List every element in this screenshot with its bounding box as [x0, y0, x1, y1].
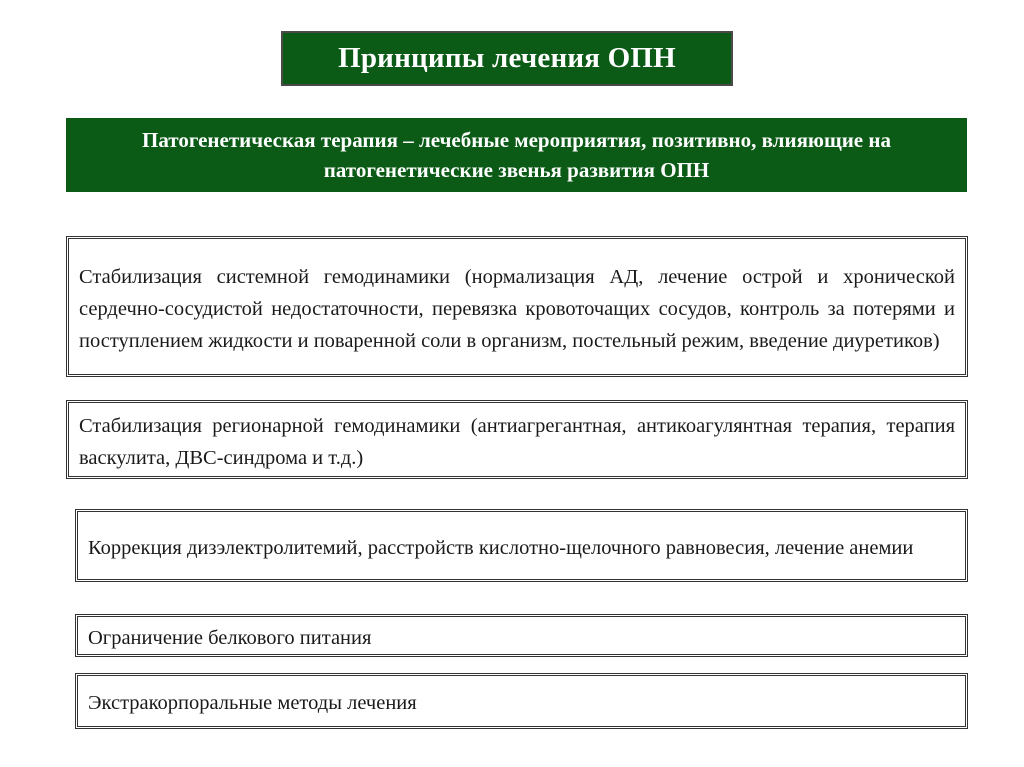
- principle-box-regional-hemodynamics: [66, 400, 968, 479]
- slide-subtitle: Патогенетическая терапия – лечебные мероприятия, позитивно, влияющие на патогенетические звенья развития ОПН: [142, 128, 891, 182]
- title-banner: [281, 31, 733, 86]
- principle-text: Стабилизация системной гемодинамики (нормализация АД, лечение острой и хронической сердечно-сосудистой недостаточности, перевязка кровоточащих сосудов, контроль за потерями и поступлением жидкости и поваренной соли в организм, постельный режим, введение диуретиков): [79, 265, 955, 352]
- subtitle-banner: [66, 118, 967, 192]
- principle-text: Экстракорпоральные методы лечения: [88, 692, 417, 714]
- principle-box-systemic-hemodynamics: [66, 236, 968, 377]
- principle-box-extracorporeal-methods: [75, 673, 968, 729]
- principle-text: Коррекция дизэлектролитемий, расстройств кислотно-щелочного равновесия, лечение анемии: [88, 536, 914, 559]
- principle-text: Стабилизация регионарной гемодинамики (антиагрегантная, антикоагулянтная терапия, терапия васкулита, ДВС-синдрома и т.д.): [79, 414, 955, 469]
- principle-box-protein-restriction: [75, 614, 968, 657]
- principle-text: Ограничение белкового питания: [88, 626, 372, 649]
- principle-box-electrolyte-correction: [75, 509, 968, 582]
- slide-title: Принципы лечения ОПН: [338, 42, 676, 74]
